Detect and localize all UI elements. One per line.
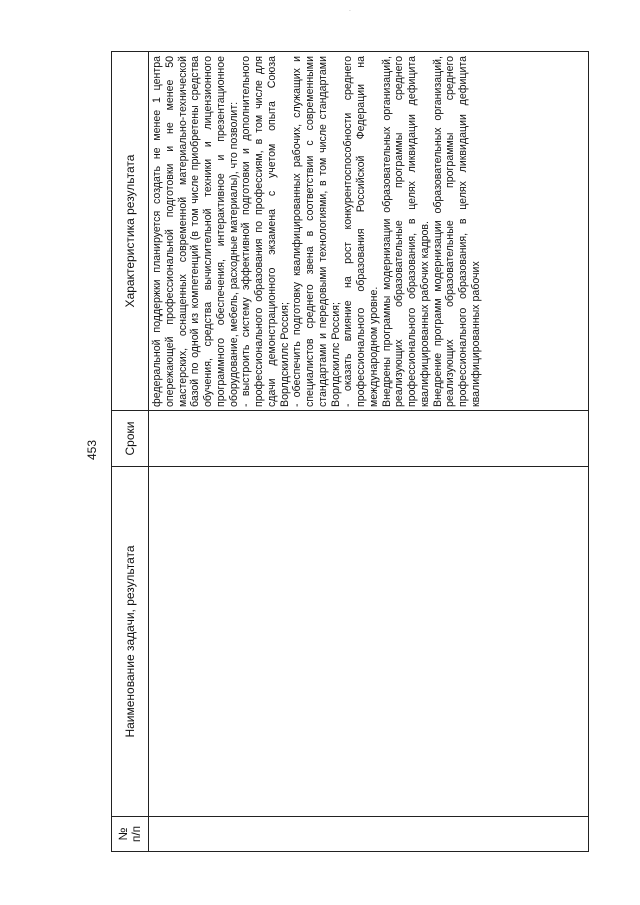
cell-num — [149, 817, 589, 852]
header-name: Наименование задачи, результата — [112, 467, 149, 817]
cell-name — [149, 467, 589, 817]
header-num: № п/п — [112, 817, 149, 852]
table-row — [149, 52, 589, 852]
cell-terms — [149, 411, 589, 467]
rotated-page-content — [111, 52, 589, 852]
characteristics-paragraph: федеральной поддержки планируется создать не менее 1 центра опережающей профессиональной подготовки и не менее 50 мастерских, оснащенных современной материально-технической базой по одной из компетенций (в том числе приобретены средства обучения, средства вычислительной техники и лицензионного программного обеспечения, интерактивное и презентационное оборудование, мебель, расходные материалы), что позволит: — [151, 56, 240, 407]
header-characteristics: Характеристика результата — [112, 52, 149, 411]
characteristics-paragraph: - выстроить систему эффективной подготовки и дополнительного профессионального образования по профессиям, в том числе для сдачи демонстрационного экзамена с учетом опыта Союза Ворлдскиллс Россия; — [240, 56, 291, 407]
header-terms: Сроки — [112, 411, 149, 467]
page-number: 453 — [85, 439, 100, 461]
characteristics-paragraph: - оказать влияние на рост конкурентоспособности среднего профессионального образования Российской Федерации на международном уровне. — [342, 56, 380, 407]
characteristics-paragraph: Внедрены программы модернизации образовательных организаций, реализующих образовательные программы среднего профессионального образования, в целях ликвидации дефицита квалифицированных рабочих кадров. — [380, 56, 431, 407]
characteristics-paragraph: Внедрение программ модернизации образовательных организаций, реализующих образовательные программы среднего профессионального образования, в целях ликвидации дефицита квалифицированных рабочих — [431, 56, 482, 407]
characteristics-paragraph: - обеспечить подготовку квалифицированных рабочих, служащих и специалистов среднего звена в соответствии с современными стандартами и передовыми технологиями, в том числе стандартами Ворлдскиллс Россия; — [291, 56, 342, 407]
results-table — [111, 51, 589, 852]
cell-characteristics — [149, 52, 589, 411]
scan-mark: · — [349, 8, 351, 15]
table-header-row — [112, 52, 149, 852]
